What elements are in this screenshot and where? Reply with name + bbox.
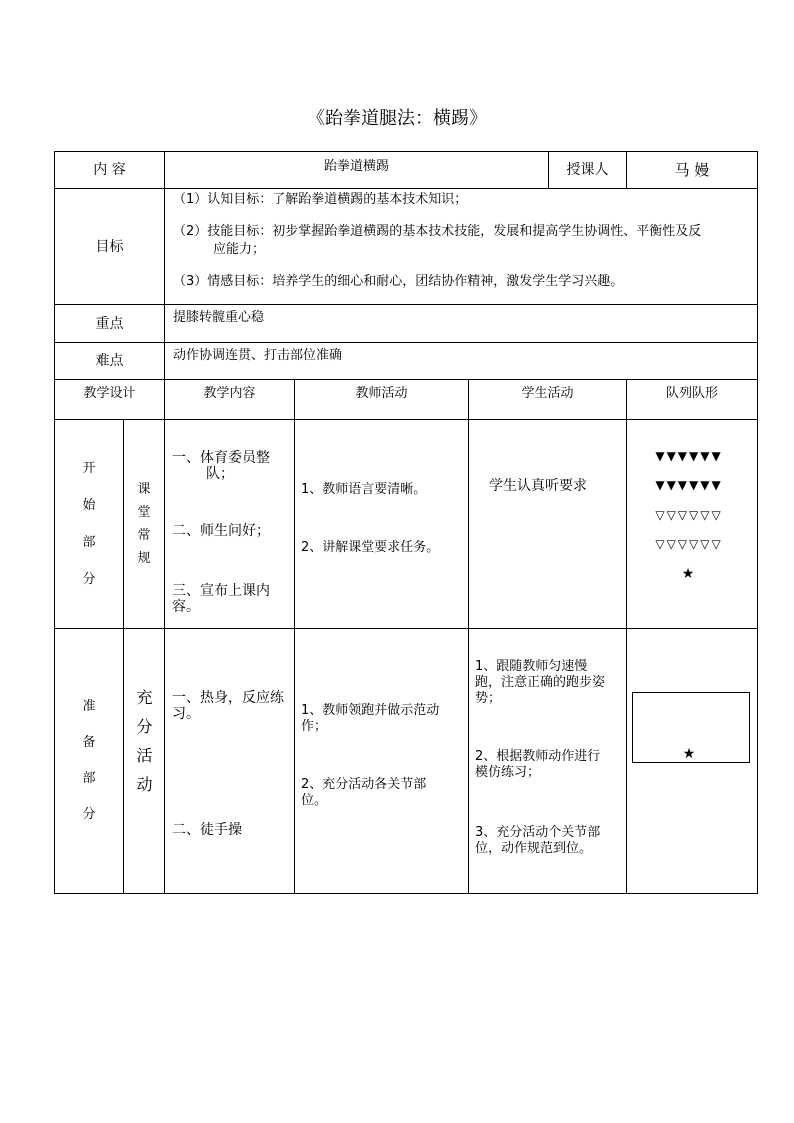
start-formation-cell bbox=[627, 420, 758, 629]
prep-student-3: 3、充分活动个关节部 bbox=[475, 825, 601, 840]
goals-row bbox=[55, 189, 758, 305]
prep-student-cell bbox=[469, 629, 627, 894]
goals-label: 目标 bbox=[55, 189, 165, 305]
formation-row-2: ▼▼▼▼▼▼ bbox=[655, 478, 723, 492]
prep-content-2: 二、徒手操 bbox=[172, 822, 243, 838]
key-point-label: 重点 bbox=[55, 305, 165, 343]
prep-student-1: 1、跟随教师匀速慢 bbox=[475, 659, 588, 674]
goal-3: （3）情感目标：培养学生的细心和耐心，团结协作精神，激发学生学习兴趣。 bbox=[173, 274, 624, 289]
prep-student-1c: 势； bbox=[475, 691, 502, 706]
prep-student-2: 2、根据教师动作进行 bbox=[475, 749, 601, 764]
prep-section-row bbox=[55, 629, 758, 894]
start-content-1b: 队； bbox=[206, 466, 235, 482]
goal-2-cont: 应能力； bbox=[213, 242, 266, 257]
prep-formation-cell bbox=[627, 629, 758, 894]
prep-teacher-1b: 作； bbox=[301, 719, 328, 734]
start-content-cell bbox=[165, 420, 295, 629]
prep-student-2b: 模仿练习； bbox=[475, 765, 541, 780]
goals-cell bbox=[165, 189, 758, 305]
col-header-student: 学生活动 bbox=[469, 380, 627, 420]
col-header-formation: 队列队形 bbox=[627, 380, 758, 420]
content-value: 跆拳道横踢 bbox=[165, 152, 549, 189]
start-content-1: 一、体育委员整 bbox=[172, 450, 271, 466]
formation-row-1: ▼▼▼▼▼▼ bbox=[655, 449, 723, 463]
prep-teacher-2: 2、充分活动各关节部 bbox=[301, 777, 427, 792]
prep-student-1b: 跑，注意正确的跑步姿 bbox=[475, 675, 606, 690]
col-header-design: 教学设计 bbox=[55, 380, 165, 420]
teacher-label: 授课人 bbox=[549, 152, 627, 189]
col-header-teacher: 教师活动 bbox=[295, 380, 469, 420]
prep-content-1: 一、热身，反应练 bbox=[172, 690, 285, 706]
formation-row-4: ▽▽▽▽▽▽ bbox=[655, 537, 723, 551]
prep-teacher-1: 1、教师领跑并做示范动 bbox=[301, 703, 440, 718]
key-point-row bbox=[55, 305, 758, 343]
goal-2: （2）技能目标：初步掌握跆拳道横踢的基本技术技能，发展和提高学生协调性、平衡性及反 bbox=[173, 224, 702, 239]
col-header-content: 教学内容 bbox=[165, 380, 295, 420]
header-row bbox=[55, 152, 758, 189]
start-teacher-2: 2、讲解课堂要求任务。 bbox=[301, 540, 440, 555]
start-teacher-1: 1、教师语言要清晰。 bbox=[301, 482, 427, 497]
teacher-name: 马 嫚 bbox=[627, 152, 758, 189]
column-header-row bbox=[55, 380, 758, 420]
document-title: 《跆拳道腿法：横踢》 bbox=[307, 108, 487, 129]
start-part-label: 开 始 部 分 bbox=[55, 420, 124, 629]
key-point-value: 提膝转髋重心稳 bbox=[165, 305, 758, 343]
lesson-plan-table bbox=[54, 151, 758, 894]
difficulty-value: 动作协调连贯、打击部位准确 bbox=[165, 343, 758, 380]
teacher-star-icon-prep: ★ bbox=[682, 746, 698, 762]
content-label: 内 容 bbox=[55, 152, 165, 189]
difficulty-label: 难点 bbox=[55, 343, 165, 380]
prep-content-1b: 习。 bbox=[172, 706, 201, 722]
goal-1: （1）认知目标：了解跆拳道横踢的基本技术知识； bbox=[173, 192, 468, 207]
teacher-star-icon: ★ bbox=[681, 566, 697, 582]
prep-teacher-2b: 位。 bbox=[301, 793, 328, 808]
start-section-row bbox=[55, 420, 758, 629]
prep-teacher-cell bbox=[295, 629, 469, 894]
start-content-2: 二、师生问好； bbox=[172, 523, 271, 539]
prep-student-3b: 位，动作规范到位。 bbox=[475, 841, 593, 856]
difficulty-row bbox=[55, 343, 758, 380]
formation-row-3: ▽▽▽▽▽▽ bbox=[655, 508, 723, 522]
start-student-text: 学生认真听要求 bbox=[489, 478, 588, 494]
prep-part-label: 准 备 部 分 bbox=[55, 629, 124, 894]
prep-sub-label: 充 分 活 动 bbox=[124, 629, 165, 894]
start-sub-label: 课 堂 常 规 bbox=[124, 420, 165, 629]
start-content-3b: 容。 bbox=[172, 599, 201, 615]
start-student-cell bbox=[469, 420, 627, 629]
start-teacher-cell bbox=[295, 420, 469, 629]
prep-content-cell bbox=[165, 629, 295, 894]
start-content-3: 三、宣布上课内 bbox=[172, 583, 271, 599]
